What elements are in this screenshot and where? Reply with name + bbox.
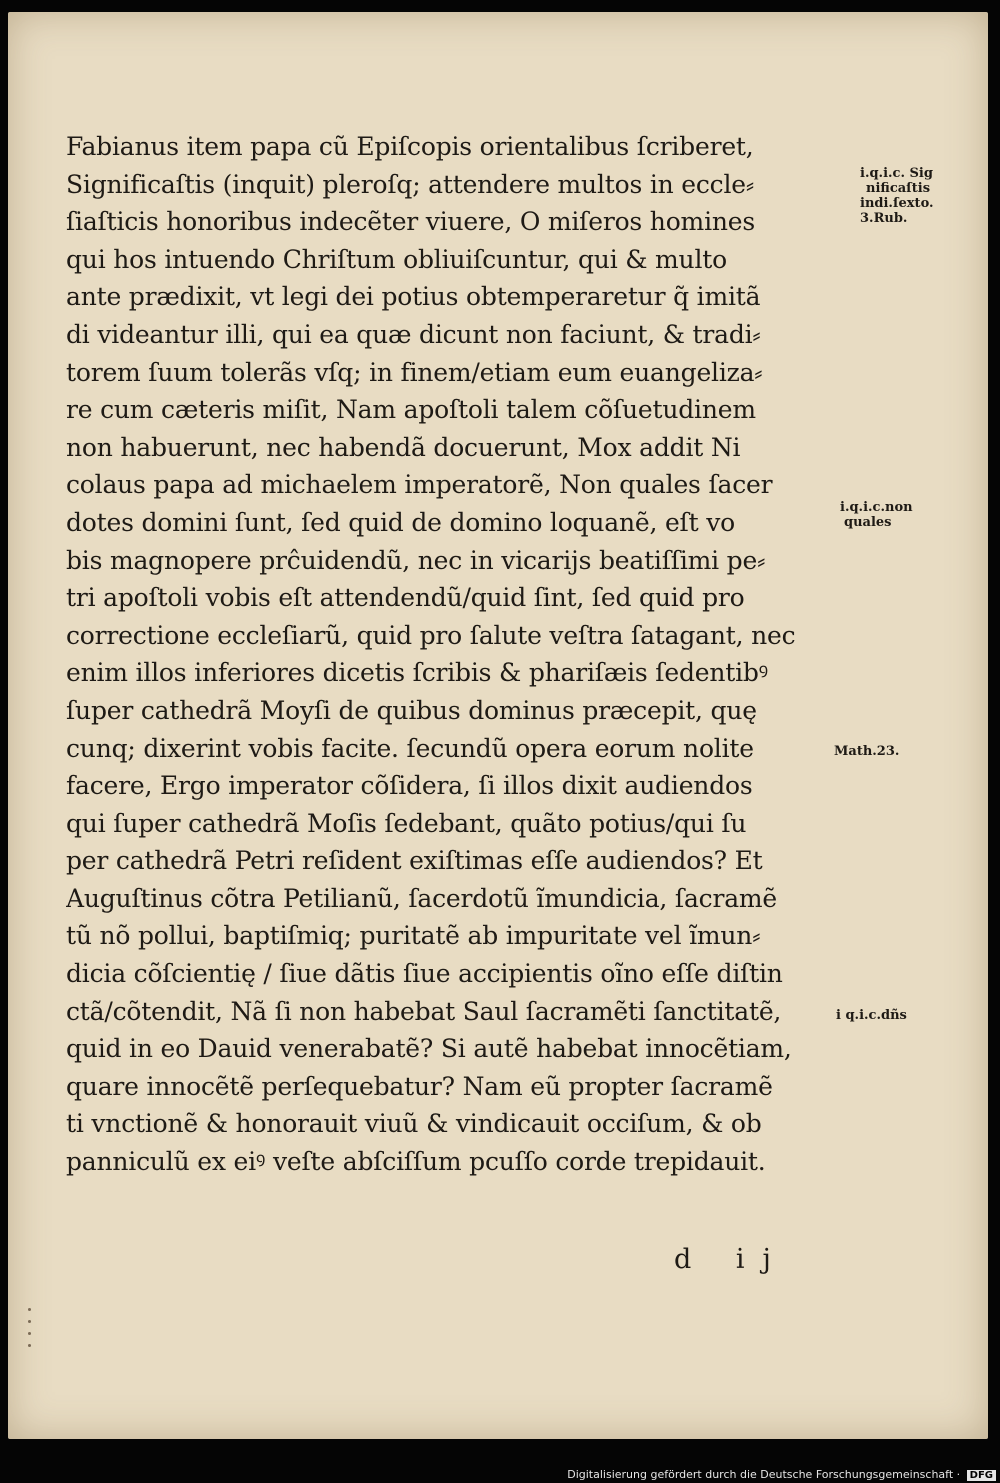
text-line: Significaſtis (inquit) pleroſq; attendere multos in eccle⸗ — [66, 169, 754, 199]
text-line: torem ſuum tolerãs vſq; in finem/etiam eum euangeliza⸗ — [66, 357, 763, 387]
text-line: ctã/cõtendit, Nã ſi non habebat Saul ſacramẽti ſanctitatẽ, — [66, 996, 782, 1026]
margin-note-dns: i q.i.c.dñs — [836, 1008, 907, 1023]
text-line: facere, Ergo imperator cõſidera, ſi illos dixit audiendos — [66, 771, 753, 801]
text-line: correctione eccleſiarũ, quid pro ſalute veſtra ſatagant, nec — [66, 620, 796, 650]
text-line: colaus papa ad michaelem imperatorẽ, Non quales ſacer — [66, 470, 773, 500]
text-line: tũ nõ pollui, baptiſmiq; puritatẽ ab impuritate vel ĩmun⸗ — [66, 921, 761, 951]
main-text-block — [66, 128, 856, 1181]
margin-note-math: Math.23. — [834, 744, 900, 759]
page-edge-marks — [28, 1308, 48, 1356]
text-line: re cum cæteris miſit, Nam apoſtoli talem cõſuetudinem — [66, 395, 756, 425]
digitization-footer — [567, 1468, 996, 1481]
text-line: Fabianus item papa cũ Epiſcopis orientalibus ſcriberet, — [66, 132, 754, 161]
margin-note-non-quales: i.q.i.c.non quales — [840, 500, 913, 530]
text-line: ante prædixit, vt legi dei potius obtemperaretur q̃ imitã — [66, 282, 761, 312]
text-line: panniculũ ex eiꝰ veſte abſciſſum pcuſſo corde trepidauit. — [66, 1147, 766, 1177]
text-line: non habuerunt, nec habendã docuerunt, Mox addit Ni — [66, 432, 741, 462]
text-line: ti vnctionẽ & honorauit viuũ & vindicauit occiſum, & ob — [66, 1109, 762, 1139]
signature-mark: d ij — [674, 1244, 789, 1275]
book-page — [8, 12, 988, 1439]
footer-text: Digitalisierung gefördert durch die Deutsche Forschungsgemeinschaft · — [567, 1468, 961, 1481]
text-line: ſuper cathedrã Moyſi de quibus dominus præcepit, quę — [66, 695, 757, 725]
text-line: dicia cõſcientię / ſiue dãtis ſiue accipientis oĩno eſſe diſtin — [66, 959, 783, 989]
dfg-logo-icon: DFG — [967, 1470, 996, 1481]
text-line: quare innocẽtẽ perſequebatur? Nam eũ propter ſacramẽ — [66, 1071, 773, 1101]
text-line: tri apoſtoli vobis eſt attendendũ/quid ſint, ſed quid pro — [66, 583, 745, 613]
text-line: quid in eo Dauid venerabatẽ? Si autẽ habebat innocẽtiam, — [66, 1034, 792, 1064]
text-line: dotes domini ſunt, ſed quid de domino loquanẽ, eſt vo — [66, 507, 735, 537]
text-line: ſiaſticis honoribus indecẽter viuere, O miſeros homines — [66, 207, 755, 237]
text-line: qui hos intuendo Chriſtum obliuiſcuntur, qui & multo — [66, 244, 727, 274]
text-line: cunq; dixerint vobis facite. ſecundũ opera eorum nolite — [66, 733, 754, 763]
text-line: di videantur illi, qui ea quæ dicunt non faciunt, & tradi⸗ — [66, 319, 761, 349]
text-line: per cathedrã Petri reſident exiſtimas eſſe audiendos? Et — [66, 846, 763, 876]
text-line: enim illos inferiores dicetis ſcribis & phariſæis ſedentibꝰ — [66, 658, 769, 688]
text-line: qui ſuper cathedrã Moſis ſedebant, quãto potius/qui ſu — [66, 808, 747, 838]
text-line: bis magnopere prĉuidendũ, nec in vicarijs beatiſſimi pe⸗ — [66, 545, 766, 575]
text-line: Auguſtinus cõtra Petilianũ, ſacerdotũ ĩmundicia, ſacramẽ — [66, 883, 778, 913]
margin-note-significastis: i.q.i.c. Sig nificaſtis indi.ſexto. 3.Rub. — [860, 166, 934, 226]
